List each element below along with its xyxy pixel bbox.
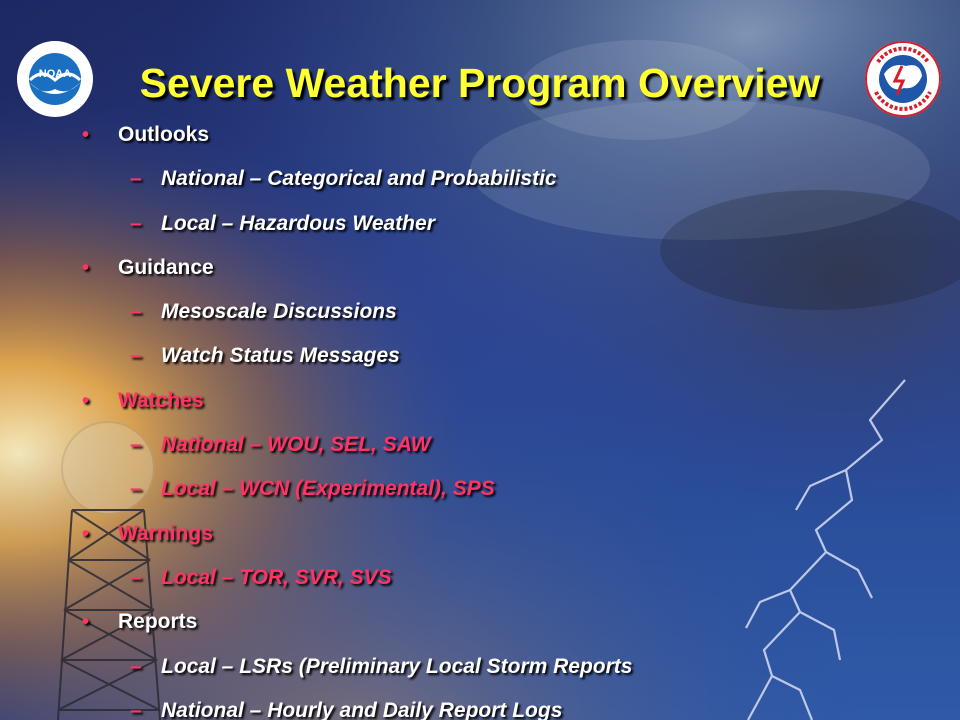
dash-marker: – [130,433,142,457]
bullet-label: Reports [118,610,198,634]
bullet-label: Watches [118,388,204,412]
sub-bullet-text: Local – TOR, SVR, SVS [161,565,392,589]
bullet-marker: • [82,522,90,545]
bullet-guidance [82,252,632,296]
sub-bullet-text: Local – LSRs (Preliminary Local Storm Reports [161,654,633,678]
sub-bullet-text: Local – Hazardous Weather [161,211,435,235]
sub-bullet [82,651,632,695]
bullet-warnings [82,518,632,562]
bullet-label: Outlooks [118,123,210,146]
bullet-marker: • [82,389,90,412]
sub-bullet-text: National – WOU, SEL, SAW [161,433,431,457]
dash-marker: – [130,477,142,501]
sub-bullet-text: Watch Status Messages [161,344,400,368]
sub-bullet [82,473,632,517]
sub-bullet [82,163,632,207]
sub-bullet-text: Mesoscale Discussions [161,300,397,324]
dash-marker: – [130,565,142,589]
bullet-marker: • [82,124,90,146]
sub-bullet [82,429,632,473]
dash-marker: – [130,698,142,720]
bullet-reports [82,606,632,650]
topic-outline [82,119,632,720]
dash-marker: – [130,211,142,235]
bullet-marker: • [82,611,90,634]
dash-marker: – [130,654,142,678]
sub-bullet-text: Local – WCN (Experimental), SPS [161,477,495,501]
bullet-marker: • [82,256,90,279]
slide-title: Severe Weather Program Overview [139,60,821,106]
sub-bullet-text: National – Hourly and Daily Report Logs [161,698,563,720]
dash-marker: – [130,300,142,324]
sub-bullet [82,208,632,252]
sub-bullet-text: National – Categorical and Probabilistic [161,167,557,191]
dash-marker: – [130,344,142,368]
sub-bullet [82,296,632,340]
sub-bullet [82,562,632,606]
noaa-logo-text: NOAA [38,68,72,80]
bullet-watches [82,385,632,429]
sub-bullet [82,340,632,384]
dash-marker: – [130,167,142,191]
bullet-outlooks [82,119,632,163]
sub-bullet [82,695,632,720]
bullet-label: Guidance [118,255,214,279]
bullet-label: Warnings [118,521,213,545]
